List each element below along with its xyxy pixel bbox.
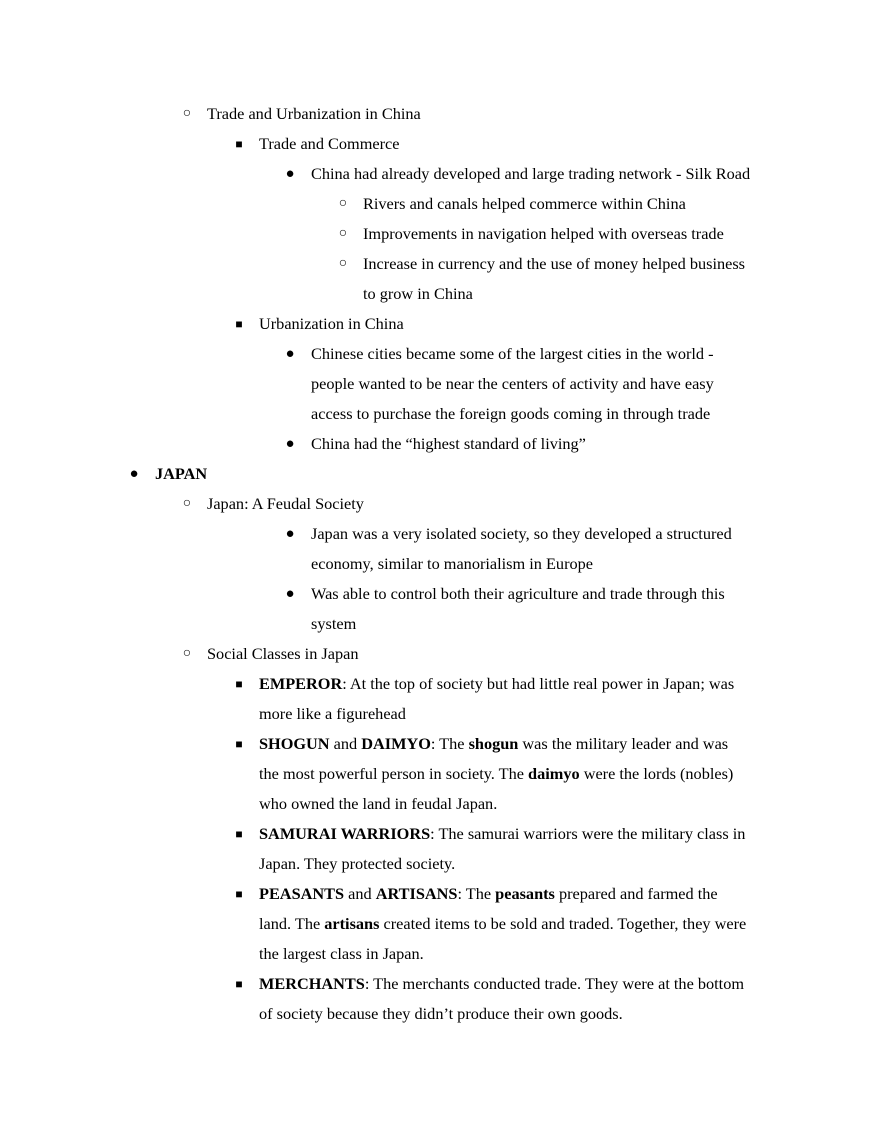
square-bullet-icon: ■ bbox=[235, 317, 243, 331]
square-bullet-icon: ■ bbox=[235, 677, 243, 691]
class-term: SAMURAI WARRIORS bbox=[259, 824, 431, 843]
outline-text: and bbox=[344, 884, 376, 903]
outline-text-line bbox=[259, 819, 820, 849]
outline-item-shogun-daimyo bbox=[235, 729, 820, 819]
outline-text: Trade and Urbanization in China bbox=[207, 104, 421, 123]
outline-item-trade-urbanization bbox=[182, 99, 790, 129]
outline-text: Improvements in navigation helped with overseas trade bbox=[363, 224, 724, 243]
square-bullet-icon: ■ bbox=[235, 737, 243, 751]
class-term: DAIMYO bbox=[361, 734, 431, 753]
filled-circle-bullet-icon: ● bbox=[129, 466, 139, 482]
outline-text: land. The bbox=[259, 914, 325, 933]
outline-text-line: system bbox=[311, 614, 357, 633]
outline-text: : The samurai warriors were the military class in bbox=[430, 824, 746, 843]
class-term: EMPEROR bbox=[259, 674, 343, 693]
outline-text: were the lords (nobles) bbox=[579, 764, 734, 783]
hollow-circle-bullet-icon: ○ bbox=[182, 646, 192, 661]
class-term: artisans bbox=[324, 914, 380, 933]
outline-item-cities bbox=[285, 339, 800, 429]
outline-text: Rivers and canals helped commerce within China bbox=[363, 194, 686, 213]
outline-item-merchants bbox=[235, 969, 820, 1029]
outline-text-line bbox=[259, 759, 820, 789]
outline-text-line: Chinese cities became some of the largest cities in the world - bbox=[311, 344, 714, 363]
outline-text-line bbox=[259, 909, 820, 939]
outline-item-peasants-artisans bbox=[235, 879, 820, 969]
hollow-circle-bullet-icon: ○ bbox=[338, 196, 348, 211]
square-bullet-icon: ■ bbox=[235, 137, 243, 151]
outline-text-line: of society because they didn’t produce their own goods. bbox=[259, 1004, 623, 1023]
class-term: ARTISANS bbox=[375, 884, 458, 903]
outline-item-urbanization bbox=[235, 309, 790, 339]
outline-text-line: Japan. They protected society. bbox=[259, 854, 456, 873]
outline-item-social-classes bbox=[182, 639, 790, 669]
outline-text-line: Increase in currency and the use of money helped business bbox=[363, 254, 746, 273]
hollow-circle-bullet-icon: ○ bbox=[182, 106, 192, 121]
section-heading: JAPAN bbox=[155, 464, 208, 483]
outline-text: Social Classes in Japan bbox=[207, 644, 359, 663]
outline-text-line: Japan was a very isolated society, so they developed a structured bbox=[311, 524, 732, 543]
outline-text-line bbox=[259, 729, 820, 759]
outline-text-line: Was able to control both their agriculture and trade through this bbox=[311, 584, 725, 603]
outline-text-line: to grow in China bbox=[363, 284, 473, 303]
outline-text-line: who owned the land in feudal Japan. bbox=[259, 794, 498, 813]
filled-circle-bullet-icon: ● bbox=[285, 526, 295, 542]
outline-text-line bbox=[259, 669, 820, 699]
outline-item-isolated bbox=[285, 519, 820, 579]
outline-item-feudal-society bbox=[182, 489, 790, 519]
filled-circle-bullet-icon: ● bbox=[285, 436, 295, 452]
hollow-circle-bullet-icon: ○ bbox=[182, 496, 192, 511]
outline-text: China had already developed and large trading network - Silk Road bbox=[311, 164, 751, 183]
outline-text: Japan: A Feudal Society bbox=[207, 494, 364, 513]
outline-text: : The merchants conducted trade. They were at the bottom bbox=[364, 974, 745, 993]
outline-item-silk-road bbox=[285, 159, 820, 189]
outline-text: : The bbox=[430, 734, 469, 753]
outline-text: and bbox=[329, 734, 362, 753]
outline-text: Trade and Commerce bbox=[259, 134, 400, 153]
outline-text-line: the largest class in Japan. bbox=[259, 944, 424, 963]
class-term: PEASANTS bbox=[259, 884, 345, 903]
outline-item-emperor bbox=[235, 669, 820, 729]
outline-text: created items to be sold and traded. Together, they were bbox=[379, 914, 747, 933]
class-term: SHOGUN bbox=[259, 734, 330, 753]
outline-item-trade-commerce bbox=[235, 129, 790, 159]
outline-text: was the military leader and was bbox=[518, 734, 729, 753]
square-bullet-icon: ■ bbox=[235, 827, 243, 841]
outline-text: the most powerful person in society. The bbox=[259, 764, 529, 783]
outline-text-line: economy, similar to manorialism in Europe bbox=[311, 554, 593, 573]
filled-circle-bullet-icon: ● bbox=[285, 346, 295, 362]
class-term: MERCHANTS bbox=[259, 974, 365, 993]
outline-text-line: more like a figurehead bbox=[259, 704, 406, 723]
outline-text: China had the “highest standard of living” bbox=[311, 434, 586, 453]
outline-text: : At the top of society but had little real power in Japan; was bbox=[342, 674, 735, 693]
class-term: shogun bbox=[468, 734, 519, 753]
outline-item-rivers bbox=[338, 189, 790, 219]
outline-item-japan bbox=[129, 459, 790, 489]
outline-item-control bbox=[285, 579, 820, 639]
outline-item-currency bbox=[338, 249, 800, 309]
outline-text-line bbox=[259, 879, 820, 909]
filled-circle-bullet-icon: ● bbox=[285, 166, 295, 182]
outline-text: : The bbox=[457, 884, 496, 903]
outline-text-line: access to purchase the foreign goods coming in through trade bbox=[311, 404, 711, 423]
square-bullet-icon: ■ bbox=[235, 977, 243, 991]
outline-text: prepared and farmed the bbox=[554, 884, 718, 903]
hollow-circle-bullet-icon: ○ bbox=[338, 256, 348, 271]
filled-circle-bullet-icon: ● bbox=[285, 586, 295, 602]
outline-text-line bbox=[259, 969, 820, 999]
hollow-circle-bullet-icon: ○ bbox=[338, 226, 348, 241]
outline-text-line: people wanted to be near the centers of activity and have easy bbox=[311, 374, 714, 393]
square-bullet-icon: ■ bbox=[235, 887, 243, 901]
class-term: daimyo bbox=[528, 764, 580, 783]
outline-text: Urbanization in China bbox=[259, 314, 404, 333]
outline-item-samurai bbox=[235, 819, 820, 879]
outline-item-standard-of-living bbox=[285, 429, 790, 459]
outline-item-navigation bbox=[338, 219, 790, 249]
class-term: peasants bbox=[495, 884, 555, 903]
